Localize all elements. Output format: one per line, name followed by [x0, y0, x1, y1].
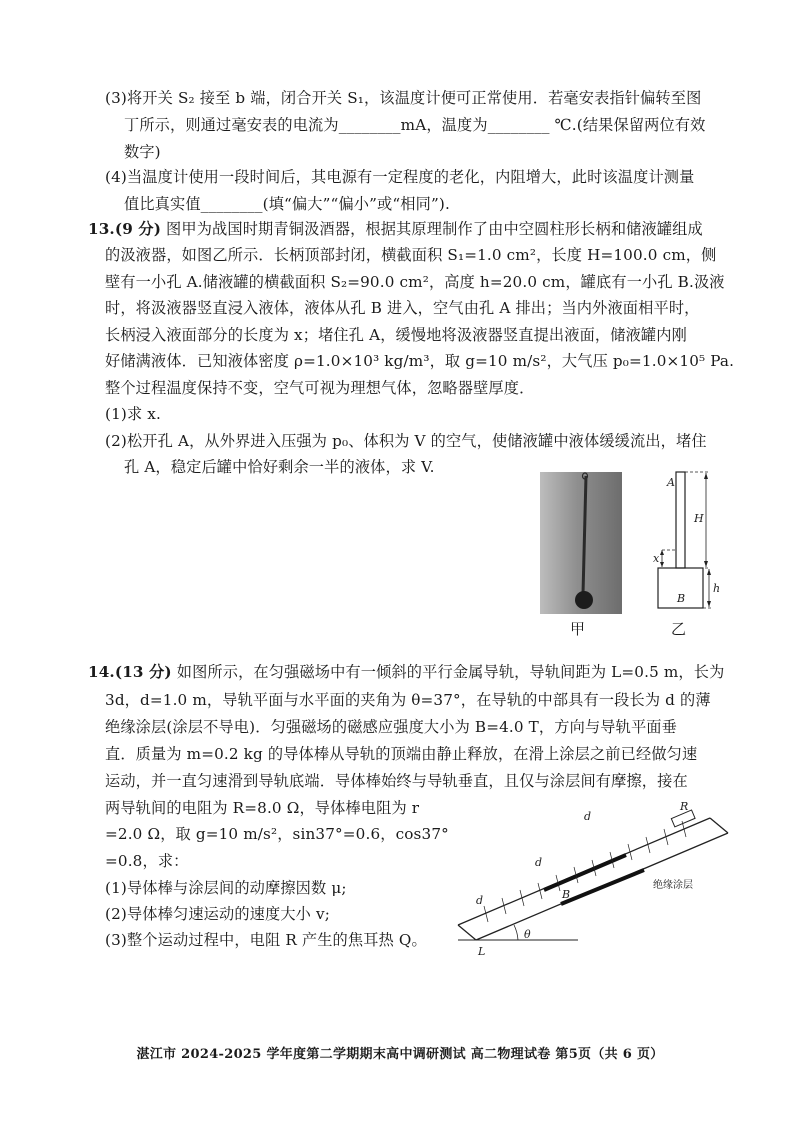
page-footer: 湛江市 2024-2025 学年度第二学期期末高中调研测试 高二物理试卷 第5页（共 6 页） [136, 1047, 664, 1062]
label-x: x [653, 552, 660, 565]
fig14-label-B: B [562, 888, 571, 901]
fig14-label-L: L [478, 945, 486, 958]
q13-sub1: (1)求 x. [105, 405, 161, 423]
q14-line4: 直．质量为 m=0.2 kg 的导体棒从导轨的顶端由静止释放，在滑上涂层之前已经做匀速 [105, 745, 698, 763]
fig14-label-d-mid: d [535, 856, 543, 869]
q13-sub2-line2: 孔 A，稳定后罐中恰好剩余一半的液体，求 V. [124, 458, 435, 476]
fig14-label-theta: θ [524, 928, 531, 941]
fig14-label-coating: 绝缘涂层 [653, 880, 693, 891]
q12-part3-line2: 丁所示，则通过毫安表的电流为________mA，温度为________ ℃.(结果保留两位有效 [124, 116, 706, 134]
figure-jia-caption: 甲 [570, 620, 586, 638]
q14-sub1: (1)导体棒与涂层间的动摩擦因数 μ; [105, 879, 347, 897]
q13-text1: 图甲为战国时期青铜汲酒器，根据其原理制作了由中空圆柱形长柄和储液罐组成 [166, 220, 703, 238]
label-B: B [677, 592, 686, 605]
q12-part4-line2: 值比真实值________(填“偏大”“偏小”或“相同”). [124, 195, 450, 213]
q14-line1 [88, 660, 724, 684]
q13-line5: 长柄浸入液面部分的长度为 x；堵住孔 A，缓慢地将汲液器竖直提出液面，储液罐内刚 [105, 326, 687, 344]
q13-line1 [88, 217, 703, 241]
q14-sub2: (2)导体棒匀速运动的速度大小 v; [105, 905, 330, 923]
dipper-schematic [640, 470, 730, 620]
fig14-label-d-low: d [476, 894, 484, 907]
inclined-rails-figure [448, 800, 738, 960]
bronze-dipper-photo [540, 472, 622, 614]
q12-part3-line3: 数字) [124, 143, 161, 161]
q14-line3: 绝缘涂层(涂层不导电)．匀强磁场的磁感应强度大小为 B=4.0 T，方向与导轨平面垂 [105, 718, 677, 736]
q12-part4-line1: (4)当温度计使用一段时间后，其电源有一定程度的老化，内阻增大，此时该温度计测量 [105, 168, 695, 186]
q13-line4: 时，将汲液器竖直浸入液体，液体从孔 B 进入，空气由孔 A 排出；当内外液面相平时， [105, 299, 700, 317]
q14-line5: 运动，并一直匀速滑到导轨底端．导体棒始终与导轨垂直，且仅与涂层间有摩擦，接在 [105, 772, 688, 790]
q13-line7: 整个过程温度保持不变，空气可视为理想气体，忽略器壁厚度． [105, 379, 535, 397]
q14-sub3: (3)整个运动过程中，电阻 R 产生的焦耳热 Q。 [105, 931, 427, 949]
fig14-label-d-top: d [584, 810, 592, 823]
q12-part3-line1: (3)将开关 S₂ 接至 b 端，闭合开关 S₁，该温度计便可正常使用．若毫安表指针偏转至图 [105, 89, 702, 107]
q14-text1: 如图所示，在匀强磁场中有一倾斜的平行金属导轨，导轨间距为 L=0.5 m，长为 [176, 663, 725, 681]
q14-number: 14.(13 分) [88, 663, 172, 681]
label-A: A [667, 476, 675, 489]
fig14-label-R: R [680, 800, 689, 813]
q14-line6: 两导轨间的电阻为 R=8.0 Ω，导体棒电阻为 r [105, 799, 420, 817]
dipper-drawing [540, 472, 622, 614]
label-h: h [713, 582, 721, 595]
figure-yi-caption: 乙 [671, 620, 687, 638]
q14-line7: =2.0 Ω，取 g=10 m/s²，sin37°=0.6，cos37° [105, 825, 449, 843]
label-H: H [694, 512, 704, 525]
q14-line8: =0.8，求： [105, 852, 189, 870]
q14-line2: 3d，d=1.0 m，导轨平面与水平面的夹角为 θ=37°，在导轨的中部具有一段长为 d 的薄 [105, 691, 711, 709]
q13-number: 13.(9 分) [88, 220, 162, 238]
q13-line6: 好储满液体．已知液体密度 ρ=1.0×10³ kg/m³，取 g=10 m/s²，大气压 p₀=1.0×10⁵ Pa. [105, 352, 735, 370]
q13-line3: 壁有一小孔 A.储液罐的横截面积 S₂=90.0 cm²，高度 h=20.0 cm，罐底有一小孔 B.汲液 [105, 273, 725, 291]
q13-sub2-line1: (2)松开孔 A，从外界进入压强为 p₀、体积为 V 的空气，使储液罐中液体缓缓流出，堵住 [105, 432, 707, 450]
q13-line2: 的汲液器，如图乙所示．长柄顶部封闭，横截面积 S₁=1.0 cm²，长度 H=100.0 cm，侧 [105, 246, 717, 264]
